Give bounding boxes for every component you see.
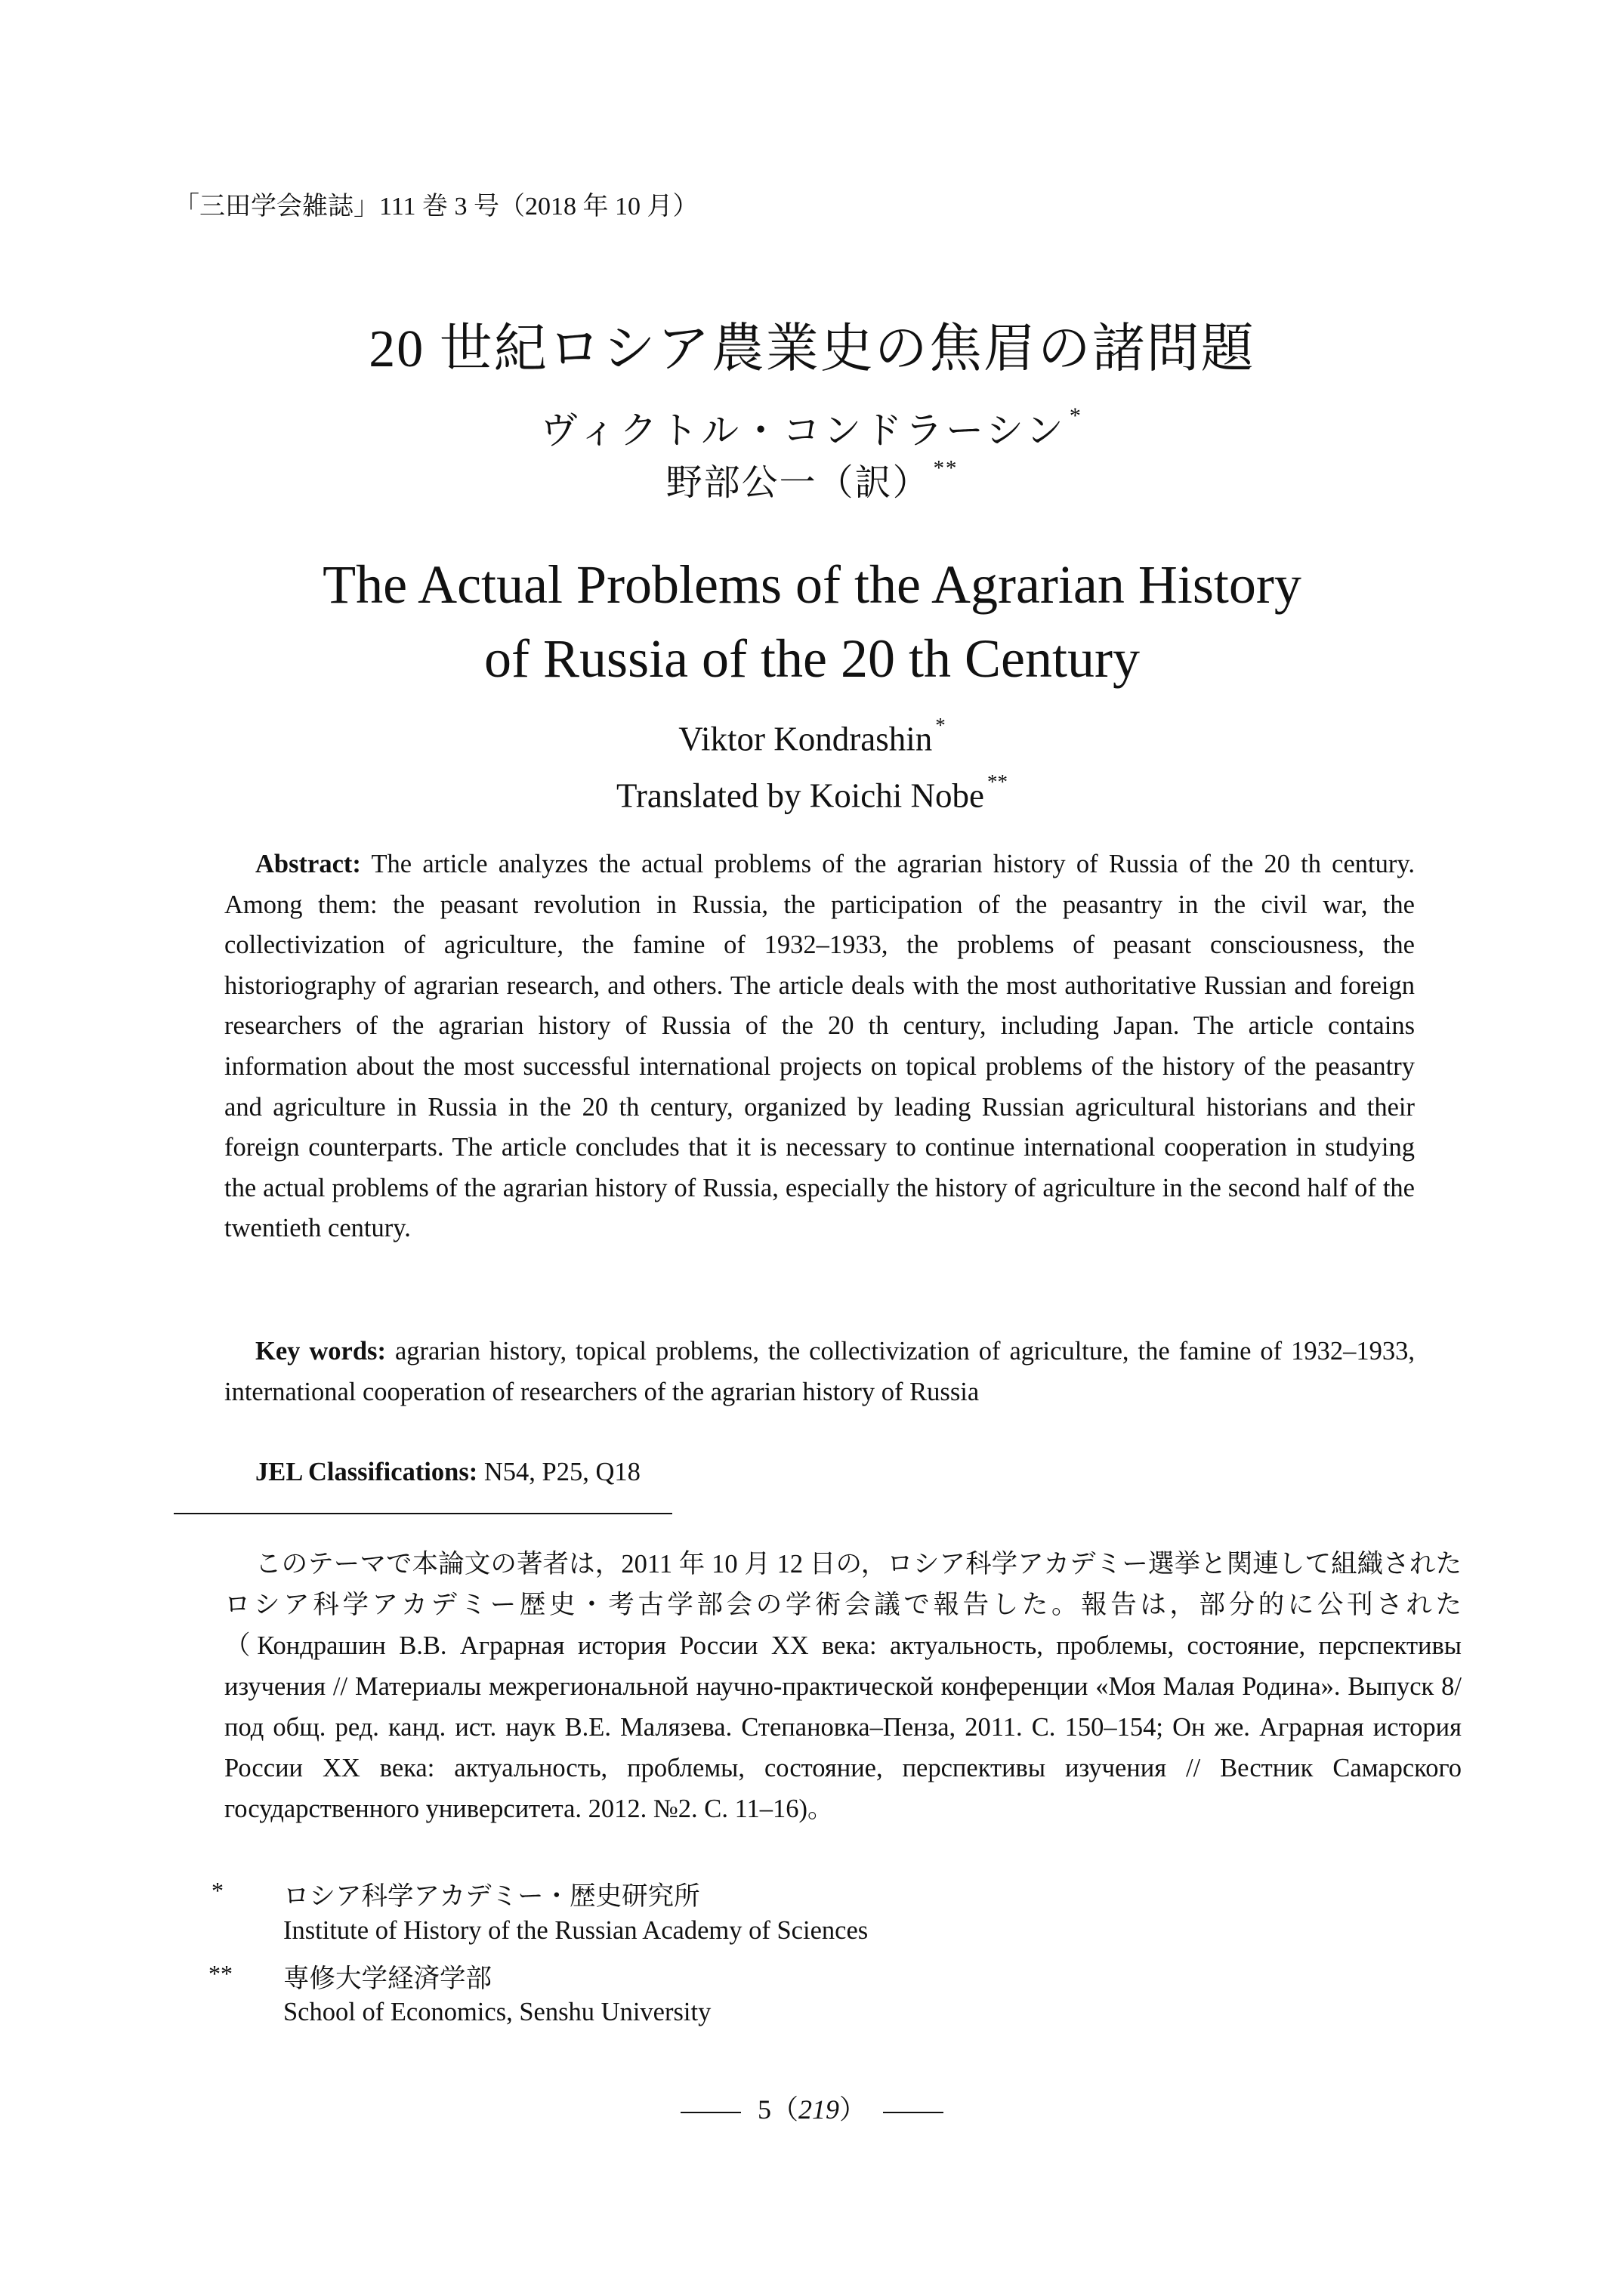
keywords-label: Key words:: [255, 1337, 386, 1366]
affiliation-mark: **: [208, 1960, 233, 1987]
translator-name: 野部公一（訳）: [665, 463, 931, 503]
footnote-mark: **: [933, 456, 959, 481]
affiliation-mark: *: [211, 1877, 224, 1904]
translator-english: [0, 770, 1624, 815]
jel-text: N54, P25, Q18: [483, 1458, 641, 1486]
keywords: [224, 1332, 1415, 1412]
translator-japanese: [0, 453, 1624, 505]
abstract-text: The article analyzes the actual problems of the agrarian history of Russia of the 20 th century. Among them: the peasant revolution in Russia, the participation of the peasantry in the civil war, the collectivization of agriculture, the famine of 1932–1933, the problems of peasant consciousness, the historiography of agrarian research, and others. The article deals with the most authoritative Russian and foreign researchers of the agrarian history of Russia of the 20 th century, including Japan. The article contains information about the most successful international projects on topical problems of the history of the peasantry and agriculture in Russia in the 20 th century, organized by leading Russian agricultural historians and their foreign counterparts. The article concludes that it is necessary to continue international cooperation in studying the actual problems of the agrarian history of Russia, especially the history of agriculture in the second half of the twentieth century.: [224, 850, 1415, 1243]
footnote-mark: *: [935, 714, 946, 736]
title-line-2: of Russia of the 20 th Century: [484, 628, 1140, 689]
jel-label: JEL Classifications:: [255, 1458, 478, 1486]
keywords-text: agrarian history, topical problems, the collectivization of agriculture, the famine of 1932–1933, international cooperation of researchers of the agrarian history of Russia: [224, 1337, 1416, 1406]
page-number: [0, 2088, 1624, 2127]
journal-page: 219: [798, 2094, 839, 2125]
author-english: [0, 714, 1624, 758]
page-num: 5: [757, 2094, 771, 2125]
translator-name: Translated by Koichi Nobe: [616, 776, 985, 815]
footnote-mark: *: [1069, 403, 1084, 428]
footnote-mark: **: [987, 770, 1008, 793]
paren-open: （: [770, 2094, 798, 2125]
abstract: [224, 844, 1415, 1249]
footnote-rule: [174, 1513, 672, 1514]
footnote-text: このテーマで本論文の著者は，2011 年 10 月 12 日の，ロシア科学アカデミー選挙と関連して組織されたロシア科学アカデミー歴史・考古学部会の学術会議で報告した。報告は，部分的に公刊された（Кондрашин В.В. Аграрная история России XX века: актуальность, проблемы, состояние, перспективы изучения // Материалы межрегиональной научно-практической конференции «Моя Малая Родина». Выпуск 8/под общ. ред. канд. ист. наук В.Е. Малязева. Степановка–Пенза, 2011. С. 150–154; Он же. Аграрная история России XX века: актуальность, проблемы, состояние, перспективы изучения // Вестник Самарского государственного университета. 2012. №2. С. 11–16)。: [224, 1550, 1462, 1823]
dash-left: [681, 2112, 741, 2113]
jel-classifications: [224, 1452, 1415, 1493]
paren-close: ）: [839, 2094, 867, 2125]
affiliation-jp: 専修大学経済学部: [283, 1964, 492, 1993]
abstract-label: Abstract:: [255, 850, 361, 878]
affiliation-en: School of Economics, Senshu University: [283, 1998, 712, 2026]
author-japanese: [0, 400, 1624, 455]
affiliation-en: Institute of History of the Russian Academy of Sciences: [283, 1916, 869, 1945]
title-english: [0, 548, 1624, 696]
title-line-1: The Actual Problems of the Agrarian History: [323, 554, 1301, 615]
author-name: ヴィクトル・コンドラーシン: [540, 409, 1067, 452]
title-japanese: 20 世紀ロシア農業史の焦眉の諸問題: [369, 320, 1255, 378]
dash-right: [883, 2112, 943, 2113]
journal-header: 「三田学会雑誌」111 巻 3 号（2018 年 10 月）: [174, 193, 699, 221]
affiliation-jp: ロシア科学アカデミー・歴史研究所: [283, 1882, 700, 1911]
author-name: Viktor Kondrashin: [678, 720, 933, 758]
